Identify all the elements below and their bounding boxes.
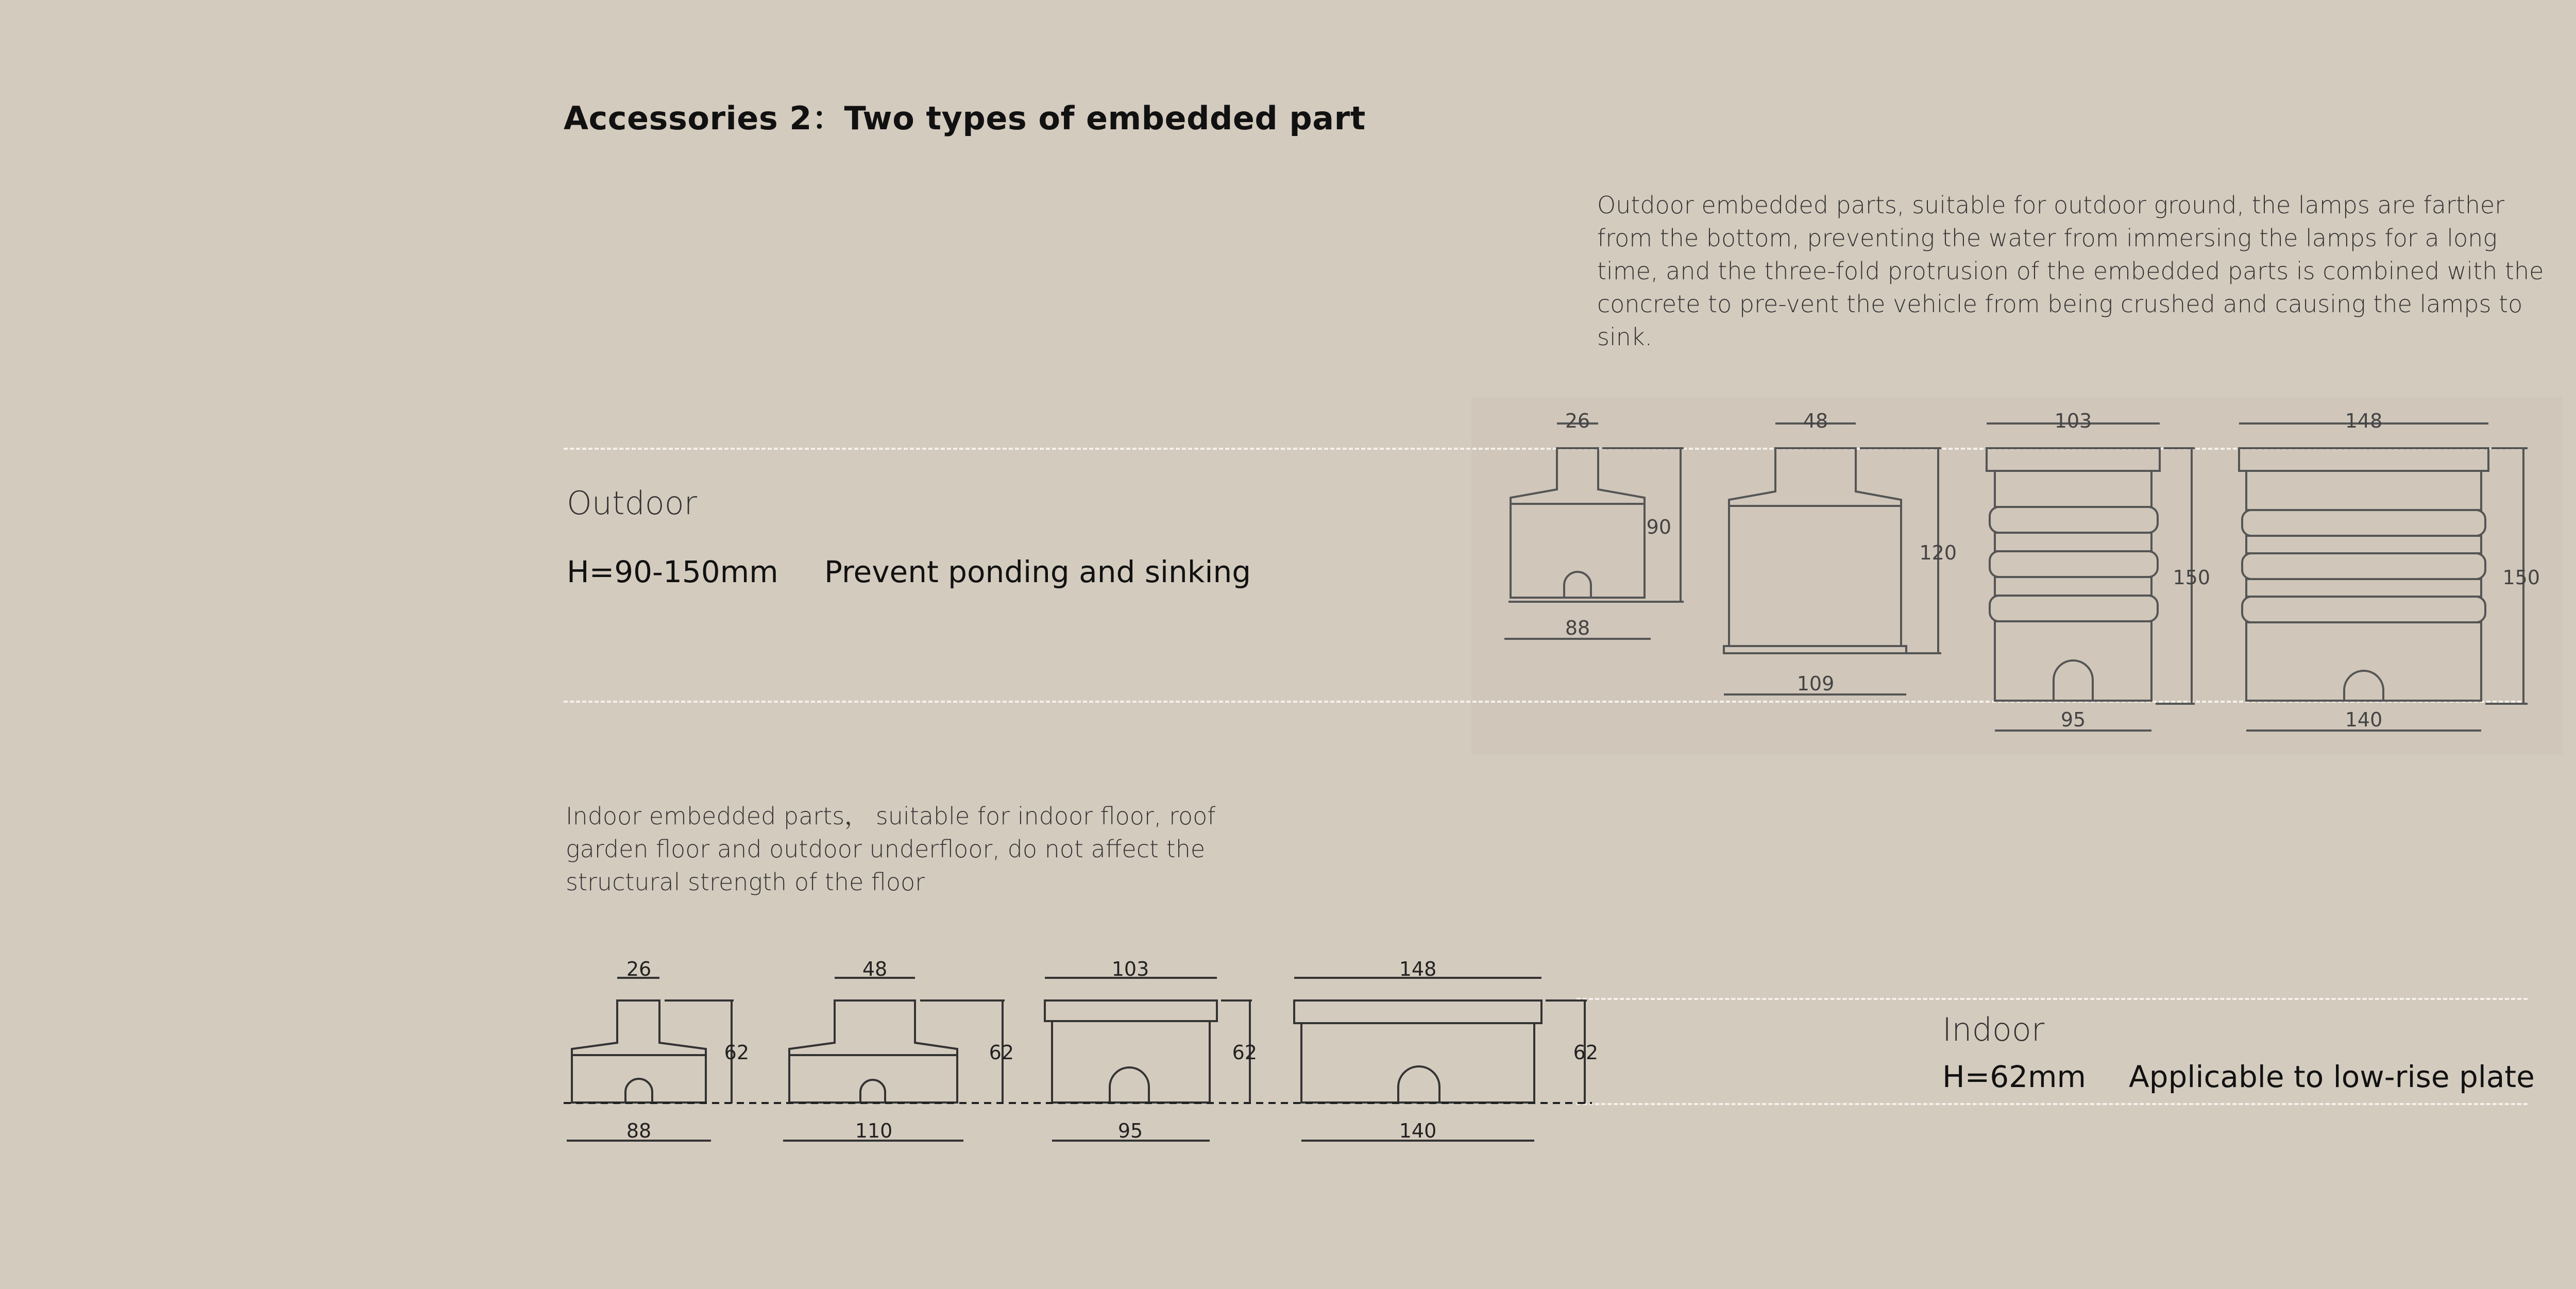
indoor-p3-top-dim: 103 <box>1111 958 1149 980</box>
outdoor-p3-base-dim: 95 <box>2060 708 2086 731</box>
outdoor-p4-height-dim: 150 <box>2502 566 2540 589</box>
outdoor-p4-base-dim: 140 <box>2345 708 2383 731</box>
outdoor-feature: Prevent ponding and sinking <box>824 554 1251 589</box>
indoor-part-1-drawing <box>567 978 734 1141</box>
indoor-p3-height-dim: 62 <box>1232 1041 1257 1064</box>
indoor-p2-top-dim: 48 <box>862 958 888 980</box>
outdoor-p2-base-dim: 109 <box>1797 672 1835 695</box>
outdoor-p3-height-dim: 150 <box>2173 566 2210 589</box>
indoor-p3-base-dim: 95 <box>1117 1120 1143 1142</box>
outdoor-p1-height-dim: 90 <box>1646 516 1671 538</box>
indoor-p1-height-dim: 62 <box>724 1041 749 1064</box>
indoor-p4-base-dim: 140 <box>1399 1120 1437 1142</box>
indoor-part-4-drawing <box>1294 978 1587 1141</box>
indoor-part-3-drawing <box>1045 978 1252 1141</box>
page-title: Accessories 2：Two types of embedded part <box>564 99 1366 137</box>
indoor-p1-base-dim: 88 <box>626 1120 652 1142</box>
indoor-p2-base-dim: 110 <box>855 1120 893 1142</box>
outdoor-p1-base-dim: 88 <box>1565 617 1590 639</box>
outdoor-p1-top-dim: 26 <box>1565 410 1590 432</box>
indoor-p1-top-dim: 26 <box>626 958 652 980</box>
outdoor-description: Outdoor embedded parts, suitable for outdoor ground, the lamps are farther from the bottom, preventing the water from immersing the lamps for a long time, and the three-fold protrusion of the embedded parts is combined with the concrete to pre-vent the vehicle from being crushed and causing the lamps to sink. <box>1597 191 2544 351</box>
indoor-label: Indoor <box>1942 1011 2045 1048</box>
outdoor-height: H=90-150mm <box>567 554 778 589</box>
indoor-feature: Applicable to low-rise plate <box>2129 1059 2535 1094</box>
indoor-p4-height-dim: 62 <box>1573 1041 1598 1064</box>
outdoor-p3-top-dim: 103 <box>2054 410 2092 432</box>
outdoor-label: Outdoor <box>567 484 698 522</box>
indoor-height: H=62mm <box>1942 1059 2087 1094</box>
outdoor-p4-top-dim: 148 <box>2345 410 2383 432</box>
indoor-p2-height-dim: 62 <box>989 1041 1014 1064</box>
outdoor-p2-height-dim: 120 <box>1919 541 1957 564</box>
indoor-part-2-drawing <box>783 978 1005 1141</box>
outdoor-p2-top-dim: 48 <box>1803 410 1828 432</box>
indoor-p4-top-dim: 148 <box>1399 958 1437 980</box>
indoor-description: Indoor embedded parts， suitable for indoor floor, roof garden floor and outdoor underfloor, do not affect the structural strength of the floor <box>566 802 1216 896</box>
